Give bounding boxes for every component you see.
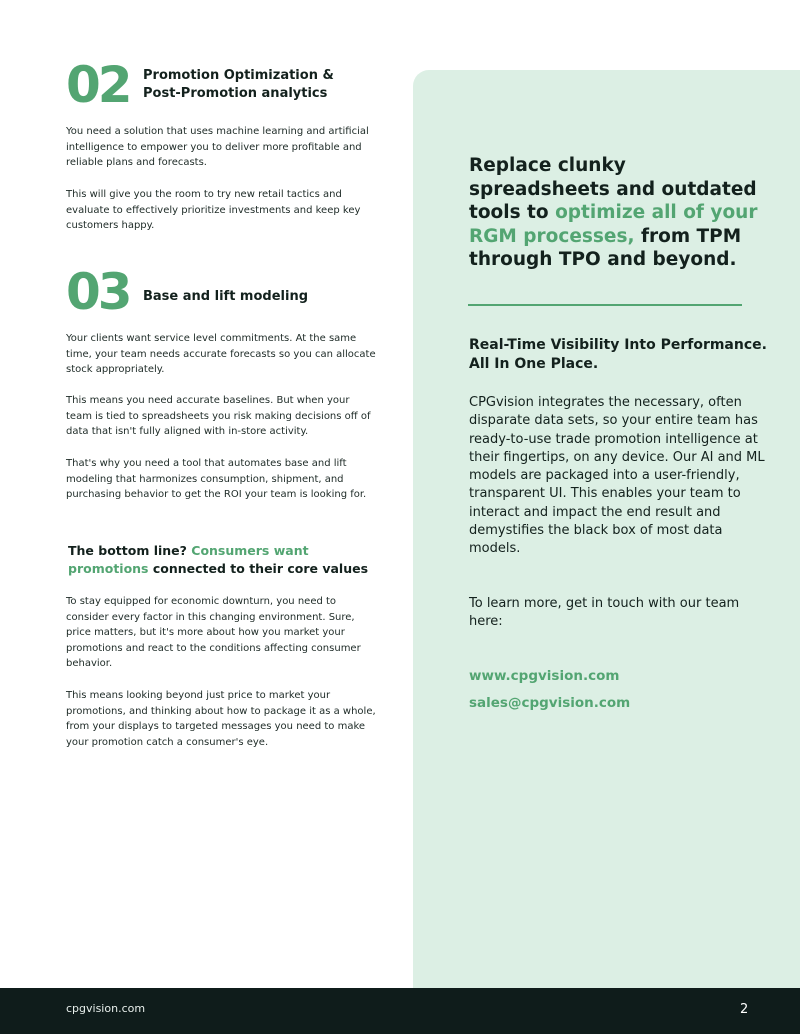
divider-line (468, 304, 742, 306)
section-03-header (66, 263, 309, 321)
bottom-line-paragraph-1: To stay equipped for economic downturn, you need to consider every factor in this changing environment. Sure, price matters, but it's more about how you market your promotions and react to the conditions affecting consumer behavior. (66, 596, 361, 670)
panel-body-paragraph-1: CPGvision integrates the necessary, often disparate data sets, so your entire team has ready-to-use trade promotion intelligence at their fingertips, on any device. Our AI and ML models are packaged into a user-friendly, transparent UI. This enables your team to interact and impact the end result and demystifies the black box of most data models. (469, 395, 765, 557)
bottom-line-rest: connected to their core values (152, 561, 369, 576)
bottom-line-lead: The bottom line? (68, 543, 187, 558)
footer-site: cpgvision.com (66, 1002, 146, 1015)
section-03-paragraph-1: Your clients want service level commitments. At the same time, your team needs accurate forecasts so you can allocate stock appropriately. (66, 333, 376, 376)
bottom-line-paragraph-2: This means looking beyond just price to market your promotions, and thinking about how to package it as a whole, from your displays to targeted messages you need to make your promotion catch a consumer's eye. (66, 690, 376, 748)
section-02-paragraph-1: You need a solution that uses machine learning and artificial intelligence to empower you to deliver more profitable and reliable plans and forecasts. (66, 126, 369, 169)
section-02-header (66, 56, 334, 114)
section-title-line1: Promotion Optimization & (143, 68, 334, 83)
bottom-line-heading (68, 542, 388, 578)
panel-body-paragraph-2: To learn more, get in touch with our team here: (469, 596, 740, 630)
section-number: 03 (66, 263, 130, 321)
section-03-paragraph-3: That's why you need a tool that automates base and lift modeling that harmonizes consumption, shipment, and purchasing behavior to get the ROI your team is looking for. (66, 458, 367, 501)
section-title: Base and lift modeling (143, 289, 309, 304)
section-number: 02 (66, 56, 130, 114)
email-link[interactable]: sales@cpgvision.com (469, 695, 631, 711)
section-02-paragraph-2: This will give you the room to try new retail tactics and evaluate to effectively prioritize investments and keep key customers happy. (66, 189, 361, 232)
page-number: 2 (740, 1002, 749, 1017)
section-03-paragraph-2: This means you need accurate baselines. But when your team is tied to spreadsheets you risk making decisions off of data that isn't fully aligned with in-store activity. (66, 395, 371, 438)
panel-subheading: Real-Time Visibility Into Performance. All In One Place. (469, 337, 767, 372)
headline-part-1: Replace clunky spreadsheets and outdated tools to (469, 155, 757, 223)
headline-part-2: from TPM through TPO and beyond. (469, 225, 742, 270)
bottom-line-highlight: Consumers want promotions (68, 543, 309, 576)
headline-highlight: optimize all of your RGM processes, (469, 202, 758, 247)
website-link[interactable]: www.cpgvision.com (469, 668, 620, 684)
section-title-line2: Post-Promotion analytics (143, 86, 328, 101)
page-footer (0, 988, 800, 1034)
section-title (143, 67, 334, 103)
panel-headline (469, 154, 769, 272)
